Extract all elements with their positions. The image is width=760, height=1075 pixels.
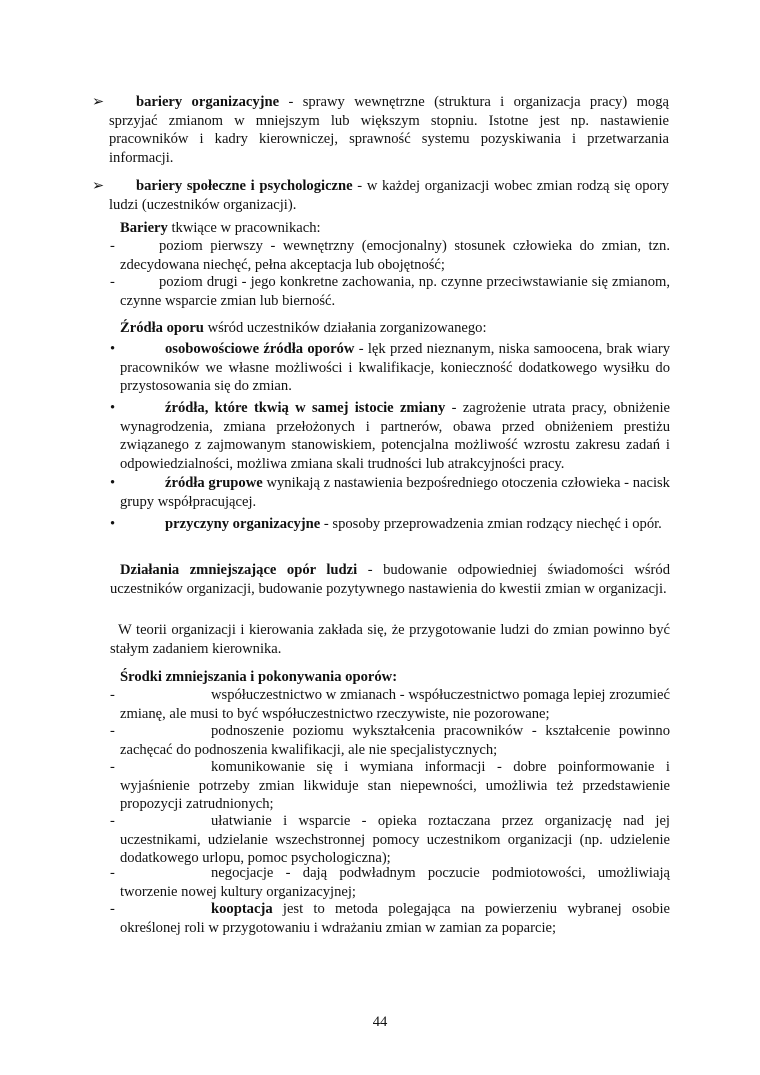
list-item: osobowościowe źródła oporów - lęk przed nieznanym, niska samoocena, brak wiary pracowników we własne możliwości i kwalifikacje, konieczność dodatkowego wysiłku do przystosowania się do zmian. [120, 341, 670, 395]
list-item: źródła grupowe wynikają z nastawienia bezpośredniego otoczenia człowieka - nacisk grupy współpracującej. [120, 475, 670, 510]
dash-bullet-icon: - [110, 238, 115, 254]
list-item: negocjacje - dają podwładnym poczucie podmiotowości, umożliwiają tworzenie nowej kultury organizacyjnej; [120, 865, 670, 900]
list-item: poziom drugi - jego konkretne zachowania, np. czynne przeciwstawianie się zmianom, czynne wsparcie zmian lub bierność. [120, 274, 670, 309]
dash-bullet-icon: - [110, 901, 115, 917]
org-barriers-paragraph [109, 93, 669, 167]
dash-bullet-icon: - [110, 723, 115, 739]
list-item: źródła, które tkwią w samej istocie zmiany - zagrożenie utrata pracy, obniżenie wynagrodzenia, zmiana przełożonych i partnerów, obawa przed obniżeniem prestiżu związanego z zajmowanym stanowiskiem, potencjalna możliwość wzrostu zakresu zadań i odpowiedzialności, możliwa zmiana skali trudności lub atrakcyjności pracy. [120, 400, 670, 472]
dash-bullet-icon: - [110, 687, 115, 703]
round-bullet-icon: • [110, 400, 116, 416]
list-item: podnoszenie poziomu wykształcenia pracowników - kształcenie powinno zachęcać do podnoszenia kwalifikacji, ale nie specjalistycznych; [120, 723, 670, 758]
social-barriers-term: bariery społeczne i psychologiczne [136, 178, 353, 194]
list-item: przyczyny organizacyjne - sposoby przeprowadzenia zmian rodzący niechęć i opór. [165, 516, 662, 532]
dash-bullet-icon: - [110, 759, 115, 775]
round-bullet-icon: • [110, 475, 116, 491]
employee-barriers-heading: Bariery tkwiące w pracownikach: [120, 220, 321, 236]
measures-heading: Środki zmniejszania i pokonywania oporów: [120, 669, 398, 685]
round-bullet-icon: • [110, 341, 116, 357]
theory-paragraph: W teorii organizacji i kierowania zakłada się, że przygotowanie ludzi do zmian powinno być stałym zadaniem kierownika. [110, 622, 670, 657]
arrow-bullet-icon: ➢ [92, 178, 105, 194]
social-barriers-paragraph [109, 177, 669, 214]
resistance-sources-heading: Źródła oporu wśród uczestników działania zorganizowanego: [120, 320, 487, 336]
dash-bullet-icon: - [110, 274, 115, 290]
page-number: 44 [372, 1014, 388, 1030]
org-barriers-term: bariery organizacyjne [136, 94, 280, 110]
list-item: ułatwianie i wsparcie - opieka roztaczana przez organizację nad jej uczestnikami, udzielanie wszechstronnej pomocy uczestnikom organizacji (np. udzielenie dodatkowego urlopu, pomoc psychologiczna); [120, 813, 670, 867]
list-item: komunikowanie się i wymiana informacji - dobre poinformowanie i wyjaśnienie potrzeby zmian likwiduje stan niepewności, umożliwia też przedstawienie propozycji zatrudnionych; [120, 759, 670, 813]
list-item: kooptacja jest to metoda polegająca na powierzeniu wybranej osobie określonej roli w przygotowaniu i wdrażaniu zmian w zamian za poparcie; [120, 901, 670, 936]
dash-bullet-icon: - [110, 813, 115, 829]
social-barriers-text: - w każdej organizacji wobec zmian rodzą się opory ludzi (uczestników organizacji). [109, 178, 669, 213]
org-barriers-text: - sprawy wewnętrzne (struktura i organizacja pracy) mogą sprzyjać zmianom w mniejszym lub większym stopniu. Istotne jest np. nastawienie pracowników i kadry kierowniczej, sprawność systemu pozyskiwania i przetwarzania informacji. [109, 94, 669, 166]
list-item: współuczestnictwo w zmianach - współuczestnictwo pomaga lepiej zrozumieć zmianę, ale musi to być współuczestnictwo rzeczywiste, nie pozorowane; [120, 687, 670, 722]
reducing-actions-paragraph: Działania zmniejszające opór ludzi - budowanie odpowiedniej świadomości wśród uczestników organizacji, budowanie pozytywnego nastawienia do kwestii zmian w organizacji. [110, 562, 670, 597]
list-item: poziom pierwszy - wewnętrzny (emocjonalny) stosunek człowieka do zmian, tzn. zdecydowana niechęć, pełna akceptacja lub obojętność; [120, 238, 670, 273]
round-bullet-icon: • [110, 516, 116, 532]
arrow-bullet-icon: ➢ [92, 94, 105, 110]
dash-bullet-icon: - [110, 865, 115, 881]
